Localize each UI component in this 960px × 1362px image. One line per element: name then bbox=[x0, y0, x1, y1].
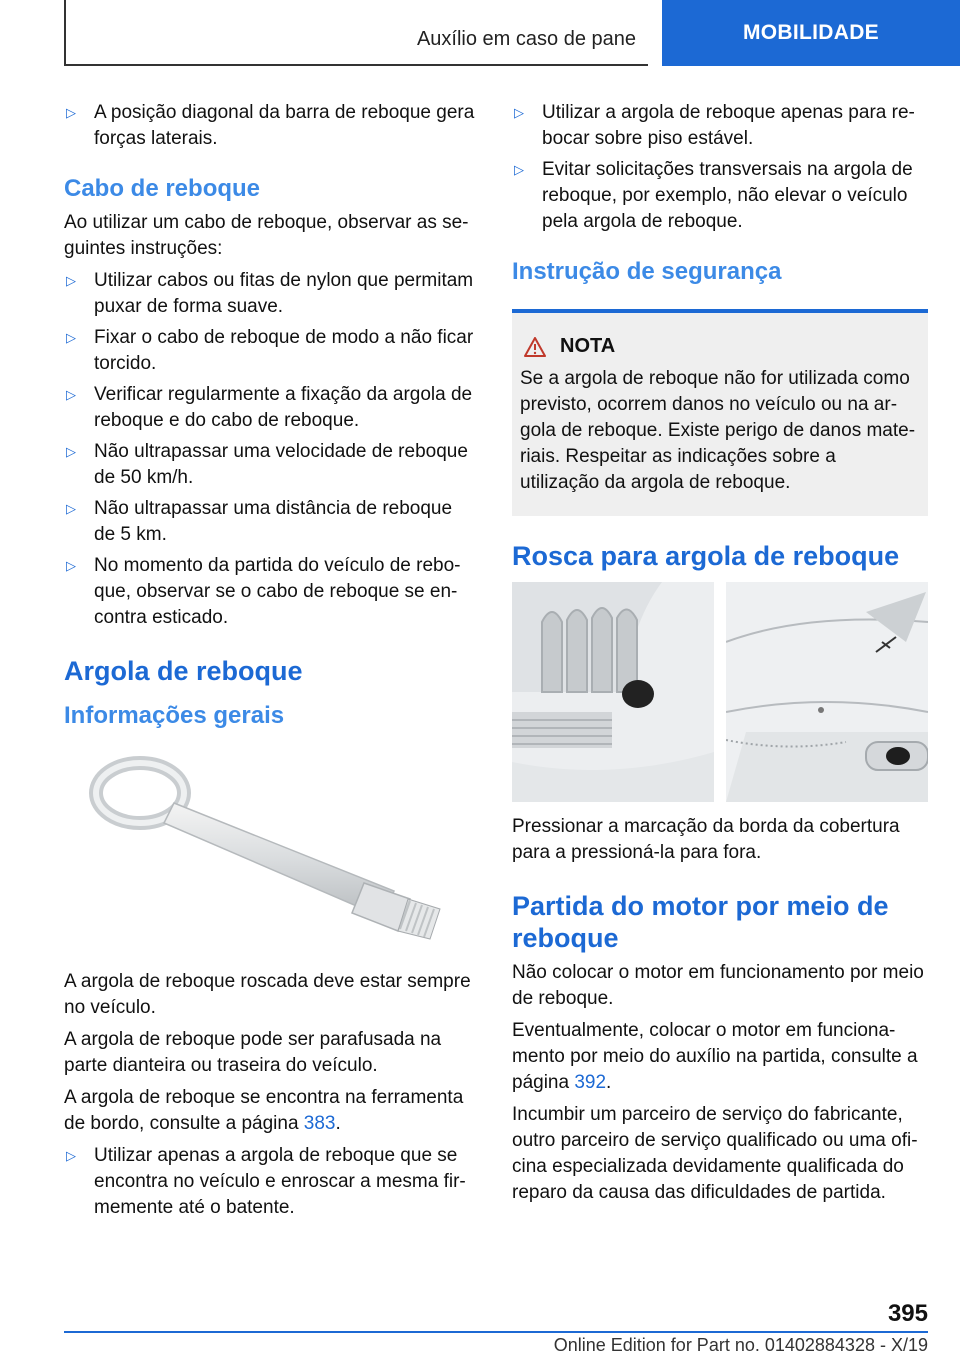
tow-eye-cover-photos bbox=[512, 582, 928, 802]
paragraph: A argola de reboque pode ser parafusada na parte dianteira ou traseira do veículo. bbox=[64, 1029, 442, 1076]
list-item: ▷ Utilizar apenas a argola de reboque que se encontra no veículo e enroscar a mesma firmemente até o batente. bbox=[66, 1145, 466, 1218]
front-bumper-photo bbox=[512, 582, 714, 802]
tow-ring-icon bbox=[64, 741, 478, 961]
triangle-bullet-icon: ▷ bbox=[514, 105, 524, 120]
section-heading-partida: Partida do motor por meio de reboque bbox=[512, 891, 889, 953]
bullet-list bbox=[64, 100, 478, 152]
triangle-bullet-icon: ▷ bbox=[66, 501, 76, 516]
list-item: ▷ No momento da partida do veículo de reboque, observar se o cabo de reboque se encontra esticado. bbox=[66, 555, 461, 628]
triangle-bullet-icon: ▷ bbox=[66, 444, 76, 459]
list-item: ▷ Utilizar cabos ou fitas de nylon que permitam puxar de forma suave. bbox=[66, 270, 474, 317]
list-item: ▷ Não ultrapassar uma velocidade de reboque de 50 km/h. bbox=[66, 441, 468, 488]
list-item: ▷ Verificar regularmente a fixação da argola de reboque e do cabo de reboque. bbox=[66, 384, 473, 431]
rear-bumper-icon bbox=[726, 582, 928, 802]
list-item: ▷ A posição diagonal da barra de reboque gera forças laterais. bbox=[66, 102, 475, 149]
tow-ring-illustration bbox=[64, 741, 478, 961]
warning-triangle-icon bbox=[524, 337, 546, 357]
subheading-info: Informações gerais bbox=[64, 702, 285, 729]
header-left-rule bbox=[64, 0, 66, 66]
rear-bumper-photo bbox=[726, 582, 928, 802]
triangle-bullet-icon: ▷ bbox=[66, 1148, 76, 1163]
header-section-title: Auxílio em caso de pane bbox=[416, 28, 636, 50]
note-box bbox=[512, 309, 928, 516]
note-text: Se a argola de reboque não for utilizada como previsto, ocorrem danos no veículo ou na argola de reboque. Existe perigo de danos materiais. Respeitar as indicações sobre a utilização da argola de reboque. bbox=[520, 368, 916, 493]
triangle-bullet-icon: ▷ bbox=[66, 387, 76, 402]
list-item: ▷ Evitar solicitações transversais na argola de reboque, por exemplo, não elevar o veículo pela argola de reboque. bbox=[514, 159, 913, 232]
front-bumper-icon bbox=[512, 582, 714, 802]
page-link-383[interactable]: 383 bbox=[303, 1113, 336, 1134]
triangle-bullet-icon: ▷ bbox=[66, 558, 76, 573]
paragraph: Ao utilizar um cabo de reboque, observar as seguintes instruções: bbox=[64, 212, 469, 259]
paragraph: Incumbir um parceiro de serviço do fabricante, outro parceiro de serviço qualificado ou uma oficina especializada devidamente qualificada do reparo da causa das dificuldades de partida. bbox=[512, 1104, 918, 1203]
section-heading-seguranca: Instrução de segurança bbox=[512, 258, 782, 285]
footer-rule bbox=[64, 1331, 928, 1333]
header-bottom-rule bbox=[64, 64, 648, 66]
paragraph: Eventualmente, colocar o motor em funcionamento por meio do auxílio na partida, consulte a página 392. bbox=[512, 1020, 918, 1093]
bullet-list bbox=[512, 100, 928, 235]
triangle-bullet-icon: ▷ bbox=[66, 273, 76, 288]
list-item: ▷ Não ultrapassar uma distância de reboque de 5 km. bbox=[66, 498, 453, 545]
list-item: ▷ Utilizar a argola de reboque apenas para rebocar sobre piso estável. bbox=[514, 102, 915, 149]
bullet-list bbox=[64, 1143, 478, 1221]
section-heading-argola: Argola de reboque bbox=[64, 656, 303, 686]
footer-edition: Online Edition for Part no. 01402884328 - X/19 bbox=[553, 1335, 928, 1355]
header-chapter-tab[interactable]: MOBILIDADE bbox=[662, 0, 960, 66]
right-column bbox=[512, 100, 928, 1212]
page-number: 395 bbox=[887, 1300, 928, 1327]
triangle-bullet-icon: ▷ bbox=[66, 330, 76, 345]
paragraph: Não colocar o motor em funcionamento por meio de reboque. bbox=[512, 962, 924, 1009]
section-heading-rosca: Rosca para argola de reboque bbox=[512, 541, 900, 571]
list-item: ▷ Fixar o cabo de reboque de modo a não ficar torcido. bbox=[66, 327, 474, 374]
triangle-bullet-icon: ▷ bbox=[514, 162, 524, 177]
note-title: NOTA bbox=[560, 335, 616, 357]
paragraph: A argola de reboque se encontra na ferramenta de bordo, consulte a página 383. bbox=[64, 1087, 464, 1134]
triangle-bullet-icon: ▷ bbox=[66, 105, 76, 120]
page-link-392[interactable]: 392 bbox=[574, 1072, 607, 1093]
paragraph: Pressionar a marcação da borda da cobertura para a pressioná-la para fora. bbox=[512, 816, 900, 863]
section-heading-cabo: Cabo de reboque bbox=[64, 175, 261, 202]
paragraph: A argola de reboque roscada deve estar sempre no veículo. bbox=[64, 971, 471, 1018]
bullet-list bbox=[64, 268, 478, 631]
left-column bbox=[64, 100, 478, 1226]
